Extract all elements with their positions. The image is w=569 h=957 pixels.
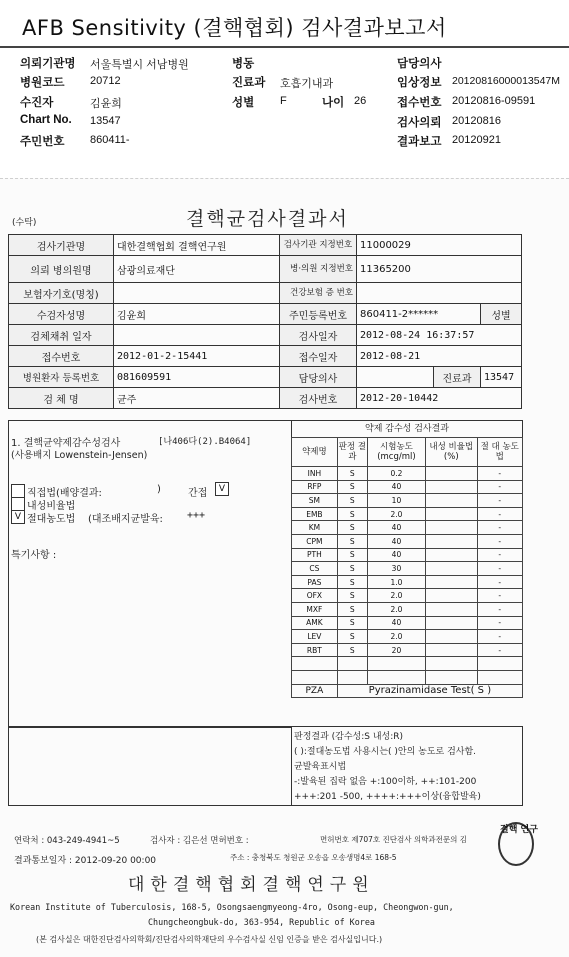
sensitivity-cell: 30 (367, 562, 425, 576)
specimen-value: 균주 (114, 388, 280, 409)
license-text: 면허번호 제707호 진단검사 의학과전문의 김 (320, 835, 468, 844)
insured-label: 보험자기호(명칭) (9, 283, 114, 304)
sensitivity-cell: S (337, 494, 367, 508)
sensitivity-cell (426, 507, 477, 521)
sensitivity-cell: - (477, 616, 522, 630)
sensitivity-cell: 2.0 (367, 589, 425, 603)
sensitivity-row (292, 494, 523, 508)
sensitivity-cell: PAS (292, 575, 338, 589)
sensitivity-cell: 2.0 (367, 602, 425, 616)
sensitivity-cell: RBT (292, 643, 338, 657)
specimen-label: 검 체 명 (9, 388, 114, 409)
sensitivity-cell: S (337, 589, 367, 603)
sensitivity-cell: - (477, 630, 522, 644)
legend-left-blank (8, 726, 292, 806)
indirect-checkbox[interactable]: V (215, 482, 229, 496)
sensitivity-header-cell: 내성 비율법(%) (426, 438, 477, 467)
clinical-label: 임상정보 (397, 77, 442, 89)
age-label: 나이 (322, 97, 345, 109)
request-label: 검사의뢰 (397, 117, 442, 129)
sensitivity-cell: 1.0 (367, 575, 425, 589)
result-report-label: 결과보고 (397, 136, 442, 148)
sensitivity-row (292, 521, 523, 535)
receipt-no-value: 20120816-09591 (452, 95, 536, 107)
sensitivity-cell: LEV (292, 630, 338, 644)
sensitivity-row (292, 602, 523, 616)
sensitivity-row (292, 616, 523, 630)
sensitivity-cell: 40 (367, 548, 425, 562)
sensitivity-cell: 40 (367, 480, 425, 494)
absolute-label: 절대농도법 (27, 514, 76, 525)
resident-value: 860411-2****** (357, 304, 481, 325)
collection-label: 검체채취 일자 (9, 325, 114, 346)
sensitivity-row (292, 575, 523, 589)
sensitivity-cell: SM (292, 494, 338, 508)
legend-line-1: 판정결과 (감수성:S 내성:R) (294, 732, 404, 742)
sensitivity-cell: S (337, 534, 367, 548)
sensitivity-cell: 20 (367, 643, 425, 657)
form-doctor-value (357, 367, 434, 388)
sensitivity-cell (477, 670, 522, 684)
sensitivity-cell: S (337, 521, 367, 535)
chart-no-label: Chart No. (20, 114, 72, 126)
sensitivity-cell: MXF (292, 602, 338, 616)
sensitivity-cell (426, 575, 477, 589)
receipt-date-label: 접수일자 (280, 346, 357, 367)
insurance-value (357, 283, 522, 304)
sensitivity-cell: S (337, 480, 367, 494)
address-text: 주소 : 충청북도 청원군 오송읍 오송생명4로 168-5 (230, 853, 397, 862)
sensitivity-cell: 2.0 (367, 507, 425, 521)
reg-label: 병원환자 등록번호 (9, 367, 114, 388)
form-receipt-label: 접수번호 (9, 346, 114, 367)
org-english-1: Korean Institute of Tuberculosis, 168-5, Osongsaengmyeong-4ro, Osong-eup, Cheongwon-gun, (10, 902, 454, 912)
sensitivity-cell (426, 616, 477, 630)
sensitivity-row (292, 467, 523, 481)
sex-label: 성별 (232, 97, 255, 109)
clinical-value: 20120816000013547M (452, 75, 561, 87)
receipt-mark: (수탁) (12, 218, 37, 228)
sensitivity-cell: - (477, 575, 522, 589)
sensitivity-header-cell: 시험농도 (mcg/ml) (367, 438, 425, 467)
designation-value: 11000029 (357, 235, 522, 256)
pza-row (292, 684, 523, 698)
sensitivity-cell: 10 (367, 494, 425, 508)
legend-line-4: -:발육된 집락 없음 +:100이하, ++:101-200 (294, 777, 477, 787)
legend-line-3: 균발육표시법 (294, 762, 347, 772)
sensitivity-cell: - (477, 643, 522, 657)
sensitivity-header-cell: 절 대 농도법 (477, 438, 522, 467)
method-title: 1. 결핵균약제감수성검사 (11, 438, 121, 449)
sensitivity-cell: 0.2 (367, 467, 425, 481)
sensitivity-row (292, 507, 523, 521)
report-date-text: 결과통보일자 : 2012-09-20 00:00 (14, 856, 157, 866)
report-title: AFB Sensitivity (결핵협회) 검사결과보고서 (22, 16, 447, 40)
patient-value: 김윤희 (90, 98, 122, 110)
sensitivity-row (292, 480, 523, 494)
pza-value: Pyrazinamidase Test( S ) (337, 684, 522, 698)
sensitivity-cell (426, 494, 477, 508)
sensitivity-row (292, 643, 523, 657)
sensitivity-table (291, 437, 523, 698)
legend-line-2: ( ):절대농도법 사용시는( )안의 농도로 검사함. (294, 747, 477, 757)
reg-value: 081609591 (114, 367, 280, 388)
sensitivity-row (292, 562, 523, 576)
sensitivity-cell: AMK (292, 616, 338, 630)
examinee-value: 김윤희 (114, 304, 280, 325)
sensitivity-cell (426, 589, 477, 603)
hospital-label: 의뢰 병의원명 (9, 256, 114, 283)
insured-value (114, 283, 280, 304)
insurance-label: 건강보험 증 번호 (280, 283, 357, 304)
title-divider (0, 46, 569, 48)
sex-value: F (280, 95, 287, 107)
sensitivity-row (292, 589, 523, 603)
sensitivity-cell: S (337, 602, 367, 616)
sensitivity-cell: - (477, 507, 522, 521)
examinee-label: 수검자성명 (9, 304, 114, 325)
hospital-designation-label: 병·의원 지정번호 (280, 256, 357, 283)
receipt-no-label: 접수번호 (397, 97, 442, 109)
test-no-value: 2012-20-10442 (357, 388, 522, 409)
sensitivity-cell: - (477, 494, 522, 508)
sensitivity-cell (426, 657, 477, 671)
sensitivity-cell (477, 657, 522, 671)
sensitivity-cell: S (337, 643, 367, 657)
remarks-label: 특기사항 : (11, 550, 57, 561)
dept-label: 진료과 (232, 77, 266, 89)
agency-label: 검사기관명 (9, 235, 114, 256)
org-english-2: Chungcheongbuk-do, 363-954, Republic of Korea (148, 917, 375, 927)
sensitivity-cell: S (337, 575, 367, 589)
sensitivity-cell (292, 670, 338, 684)
method-panel (8, 420, 292, 728)
sensitivity-cell: EMB (292, 507, 338, 521)
sensitivity-cell: CS (292, 562, 338, 576)
control-label: (대조배지균발육: (88, 514, 163, 525)
form-dept-value: 13547 (481, 367, 522, 388)
sensitivity-cell: - (477, 521, 522, 535)
ward-label: 병동 (232, 58, 255, 70)
collection-value (114, 325, 280, 346)
direct-checkbox[interactable] (11, 484, 25, 498)
sensitivity-cell (426, 630, 477, 644)
sensitivity-cell (426, 480, 477, 494)
sensitivity-cell: 40 (367, 616, 425, 630)
examiner-text: 검사자 : 김은선 면허번호 : (150, 836, 249, 846)
official-seal-stamp: 결핵 연구 (498, 822, 534, 866)
sensitivity-row (292, 630, 523, 644)
legend-line-5: +++:201 -500, ++++:+++이상(융합발육) (294, 792, 481, 802)
sensitivity-row (292, 548, 523, 562)
agency-value: 대한결핵협회 결핵연구원 (114, 235, 280, 256)
sensitivity-cell: KM (292, 521, 338, 535)
pza-label: PZA (292, 684, 338, 698)
test-date-value: 2012-08-24 16:37:57 (357, 325, 522, 346)
sensitivity-cell: RFP (292, 480, 338, 494)
certification-text: (본 검사실은 대한진단검사의학회/진단검사의학재단의 우수검사실 신임 인증을 받은 검사실입니다.) (36, 935, 383, 944)
sensitivity-cell (337, 670, 367, 684)
sensitivity-cell: 40 (367, 534, 425, 548)
hospital-value: 삼광의료재단 (114, 256, 280, 283)
form-dept-label: 진료과 (434, 367, 481, 388)
hospital-code-label: 병원코드 (20, 77, 65, 89)
sensitivity-cell: S (337, 616, 367, 630)
age-value: 26 (354, 95, 367, 107)
sensitivity-cell: OFX (292, 589, 338, 603)
resident-label: 주민등록번호 (280, 304, 357, 325)
hospital-designation-value: 11365200 (357, 256, 522, 283)
sensitivity-blank-row (292, 670, 523, 684)
chart-no-value: 13547 (90, 115, 121, 127)
sensitivity-cell (367, 670, 425, 684)
indirect-label: 간접 (188, 488, 208, 499)
sensitivity-cell: - (477, 480, 522, 494)
sensitivity-cell: - (477, 562, 522, 576)
doctor-label: 담당의사 (397, 58, 442, 70)
test-date-label: 검사일자 (280, 325, 357, 346)
sensitivity-cell (292, 657, 338, 671)
sensitivity-cell: - (477, 602, 522, 616)
sensitivity-header-cell: 판정 결과 (337, 438, 367, 467)
result-report-value: 20120921 (452, 134, 501, 146)
sensitivity-cell (426, 643, 477, 657)
sensitivity-cell (367, 657, 425, 671)
ratio-checkbox[interactable] (11, 497, 25, 511)
sensitivity-cell (337, 657, 367, 671)
sensitivity-cell: CPM (292, 534, 338, 548)
direct-close: ) (157, 484, 161, 495)
method-code: [나406다(2).B4064] (158, 437, 252, 447)
sensitivity-cell: PTH (292, 548, 338, 562)
sensitivity-header-cell: 약제명 (292, 438, 338, 467)
sensitivity-cell: 2.0 (367, 630, 425, 644)
sensitivity-cell: S (337, 507, 367, 521)
sensitivity-cell: - (477, 548, 522, 562)
form-title: 결핵균검사결과서 (186, 208, 349, 230)
sensitivity-cell: - (477, 534, 522, 548)
sensitivity-cell: S (337, 562, 367, 576)
sensitivity-cell: S (337, 467, 367, 481)
dept-value: 호흡기내과 (280, 78, 334, 90)
info-table (8, 234, 522, 409)
sensitivity-cell: - (477, 467, 522, 481)
absolute-checkbox[interactable]: V (11, 510, 25, 524)
patient-label: 수진자 (20, 97, 54, 109)
sensitivity-cell: S (337, 630, 367, 644)
sensitivity-cell: 40 (367, 521, 425, 535)
form-receipt-value: 2012-01-2-15441 (114, 346, 280, 367)
sensitivity-cell (426, 562, 477, 576)
sensitivity-header-row (292, 438, 523, 467)
institution-value: 서울특별시 서남병원 (90, 59, 189, 71)
sensitivity-cell (426, 670, 477, 684)
institution-label: 의뢰기관명 (20, 58, 76, 70)
sensitivity-cell: S (337, 548, 367, 562)
sensitivity-title: 약제 감수성 검사결과 (291, 420, 523, 438)
test-no-label: 검사번호 (280, 388, 357, 409)
sensitivity-cell (426, 548, 477, 562)
sensitivity-cell (426, 467, 477, 481)
form-sex-label: 성별 (481, 304, 522, 325)
sensitivity-row (292, 534, 523, 548)
resident-no-label: 주민번호 (20, 136, 65, 148)
receipt-date-value: 2012-08-21 (357, 346, 522, 367)
ratio-label: 내성비율법 (27, 501, 76, 512)
direct-label: 직접법(배양결과: (27, 488, 102, 499)
sensitivity-cell: - (477, 589, 522, 603)
sensitivity-cell: INH (292, 467, 338, 481)
sensitivity-cell (426, 602, 477, 616)
sensitivity-blank-row (292, 657, 523, 671)
request-value: 20120816 (452, 115, 501, 127)
org-name: 대한결핵협회결핵연구원 (128, 875, 375, 895)
resident-no-value: 860411- (90, 134, 130, 146)
method-medium: (사용배지 Lowenstein-Jensen) (11, 450, 148, 461)
form-doctor-label: 담당의사 (280, 367, 357, 388)
hospital-code-value: 20712 (90, 75, 121, 87)
contact-text: 연락처 : 043-249-4941~5 (14, 836, 120, 846)
designation-label: 검사기관 지정번호 (280, 235, 357, 256)
control-value: +++ (187, 510, 206, 521)
sensitivity-cell (426, 534, 477, 548)
sensitivity-cell (426, 521, 477, 535)
